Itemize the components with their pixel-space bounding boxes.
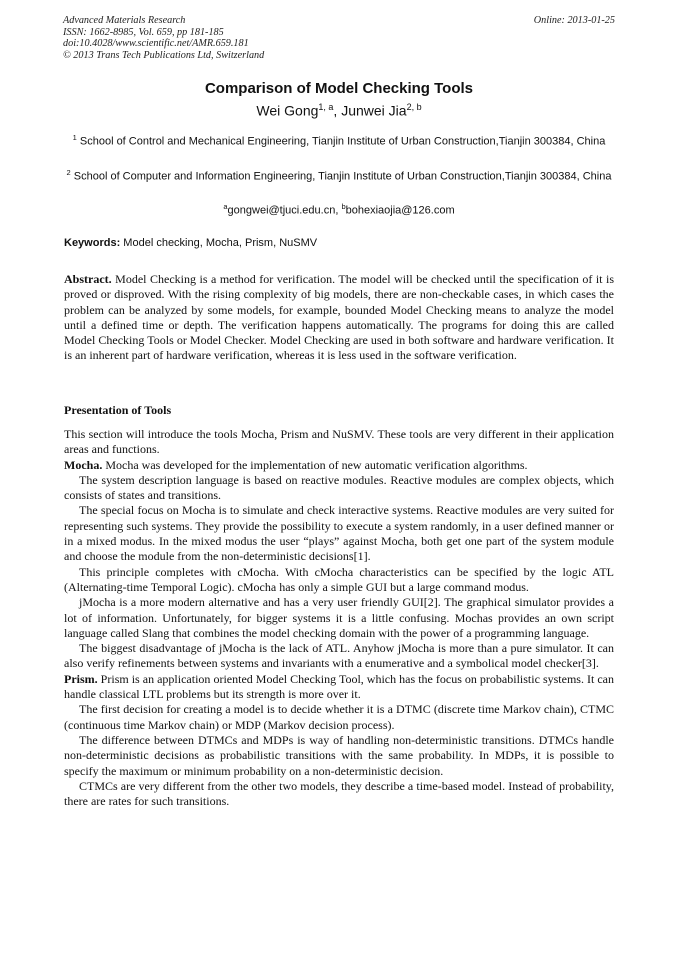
author-separator: ,: [333, 102, 342, 119]
author-1-sup: 1, a: [318, 102, 334, 112]
journal-name: Advanced Materials Research: [63, 15, 186, 26]
affiliation-2-num: 2: [66, 168, 71, 177]
mocha-text: Mocha was developed for the implementation of new automatic verification algorithms.: [102, 457, 528, 472]
section-heading: Presentation of Tools: [64, 403, 172, 417]
journal-doi: doi:10.4028/www.scientific.net/AMR.659.181: [63, 38, 249, 49]
author-line: [0, 102, 678, 119]
author-2-name: Junwei Jia: [341, 102, 407, 119]
paragraph-5: The biggest disadvantage of jMocha is the lack of ATL. Anyhow jMocha is more than a pure simulator. It can also verify refinements between systems and invariants with a enumerative and a symbolical model checker[3].: [64, 641, 614, 671]
section-intro: This section will introduce the tools Mocha, Prism and NuSMV. These tools are very different in their application areas and functions.: [64, 427, 614, 457]
online-date: Online: 2013-01-25: [533, 15, 615, 26]
prism-paragraph: [64, 672, 614, 703]
paragraph-4: jMocha is a more modern alternative and has a very user friendly GUI[2]. The graphical simulator provides a lot of information. Unfortunately, for bigger systems it is a little confusing. Mochas provides an own script language called Slang that combines the model checking domain with the power of a programming language.: [64, 595, 614, 640]
journal-header: [63, 15, 264, 61]
email-b[interactable]: bohexiaojia@126.com: [345, 204, 455, 217]
affiliation-2: [64, 165, 614, 185]
keywords-label: Keywords:: [64, 237, 121, 249]
affiliation-1: [64, 130, 614, 150]
paragraph-3: This principle completes with cMocha. With cMocha characteristics can be specified by the logic ATL (Alternating-time Temporal Logic). cMocha has only a simple GUI but a large command modus.: [64, 564, 614, 594]
prism-label: Prism.: [64, 671, 98, 686]
journal-issn: ISSN: 1662-8985, Vol. 659, pp 181-185: [63, 26, 224, 38]
affiliation-1-text: School of Control and Mechanical Engineering, Tianjin Institute of Urban Construction,Tianjin 300384, China: [79, 135, 606, 148]
prism-text: Prism is an application oriented Model Checking Tool, which has the focus on probabilistic systems. It can handle classical LTL problems but its strength is more over it.: [64, 671, 614, 702]
author-2-sup: 2, b: [406, 102, 422, 112]
affiliation-1-num: 1: [72, 133, 77, 142]
mocha-paragraph: [64, 458, 614, 473]
abstract-label: Abstract.: [64, 272, 112, 286]
keywords-text: Model checking, Mocha, Prism, NuSMV: [120, 237, 318, 249]
affiliation-2-text: School of Computer and Information Engineering, Tianjin Institute of Urban Construction,Tianjin 300384, China: [73, 170, 612, 183]
paragraph-8: CTMCs are very different from the other two models, they describe a time-based model. Instead of probability, there are rates for such transitions.: [64, 778, 614, 809]
author-1-name: Wei Gong: [256, 102, 319, 119]
abstract-text: Model Checking is a method for verification. The model will be checked until the specification of it is proved or disproved. With the rising complexity of big models, there are non-checkable cases, in which cases the problem can be analyzed by some models, for example, bounded Model Checking means to analyze the model until a defined time or depth. The verification happens automatically. The programs for doing this are called Model Checking Tools or Model Checker. Model Checking are used in both software and hardware verification. It is an inherent part of hardware verification, whereas it is less used in the software verification.: [64, 272, 614, 363]
keywords: [64, 237, 317, 249]
paragraph-7: The difference between DTMCs and MDPs is way of handling non-deterministic transitions. DTMCs handle non-deterministic decisions as probabilistic transitions with the same probability. In MDPs, it is possible to specify the maximum or minimum probability on a non-deterministic decision.: [64, 732, 614, 778]
section-body: [64, 427, 614, 809]
mocha-label: Mocha.: [64, 457, 103, 472]
paragraph-6: The first decision for creating a model is to decide whether it is a DTMC (discrete time Markov chain), CTMC (continuous time Markov chain) or MDP (Markov decision process).: [64, 702, 614, 732]
paper-title: Comparison of Model Checking Tools: [204, 80, 474, 97]
email-b-sup: b: [341, 202, 346, 211]
paragraph-1: The system description language is based on reactive modules. Reactive modules are complex objects, which consists of states and transitions.: [64, 472, 614, 503]
email-a[interactable]: gongwei@tjuci.edu.cn,: [227, 204, 342, 217]
abstract: [64, 272, 614, 364]
paragraph-2: The special focus on Mocha is to simulate and check interactive systems. Reactive modules are very suited for representing such systems. They provide the possibility to execute a system randomly, in a user defined manner or in a mixed modus. In the mixed modus the user “plays” against Mocha, both get one part of the system module and choose the module from the non-deterministic decisions[1].: [64, 503, 614, 564]
email-a-sup: a: [223, 202, 228, 211]
email-line: [0, 202, 678, 217]
journal-copyright: © 2013 Trans Tech Publications Ltd, Switzerland: [63, 49, 265, 61]
